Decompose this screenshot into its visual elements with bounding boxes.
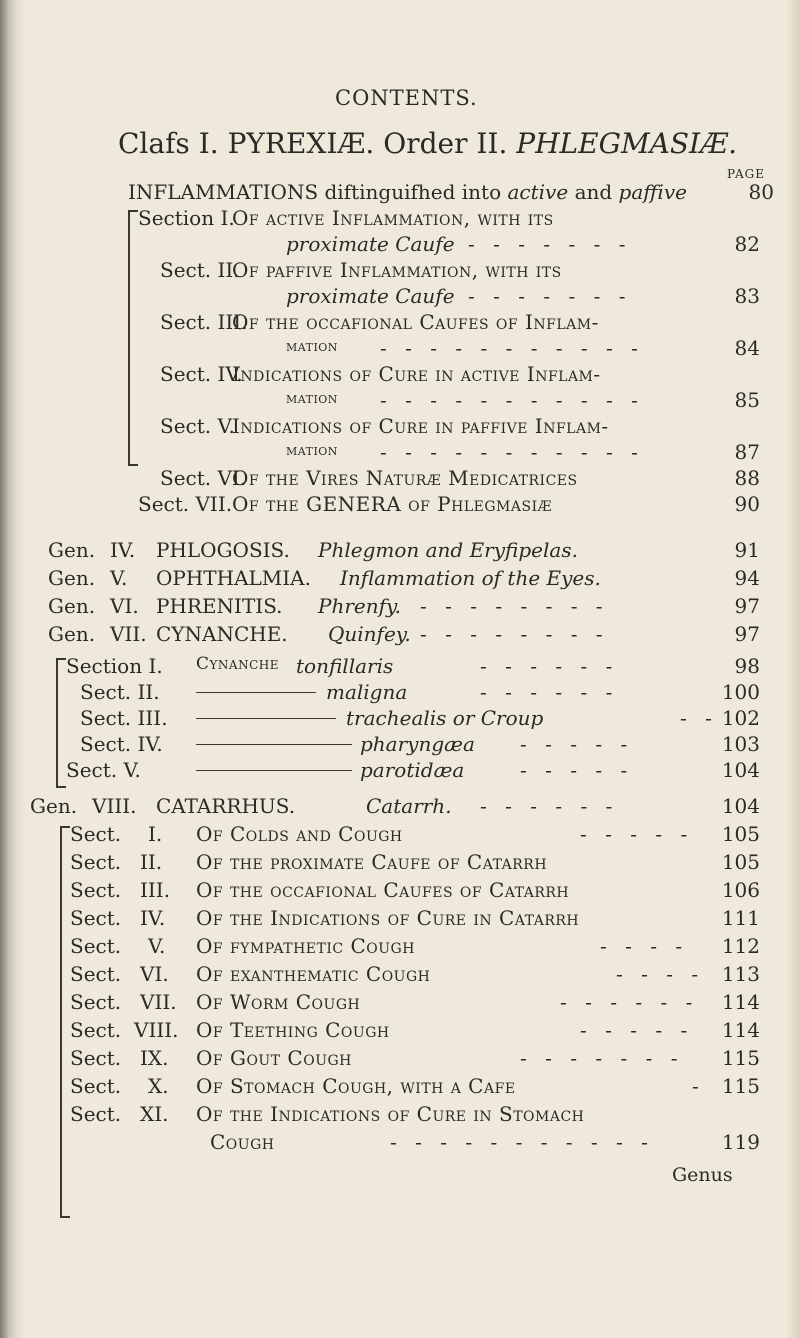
toc-entry xyxy=(0,258,800,282)
toc-entry xyxy=(0,878,800,902)
genus-name: CYNANCHE. xyxy=(156,622,288,646)
toc-entry xyxy=(0,680,800,704)
section-label: Sect. xyxy=(70,1046,122,1070)
toc-entry xyxy=(0,1102,800,1126)
toc-entry xyxy=(0,414,800,438)
section-title: Of the proximate Caufe of Catarrh xyxy=(196,850,548,874)
section-label: Sect. xyxy=(70,822,122,846)
genus-description: Phrenfy. xyxy=(318,594,402,618)
section-label: Sect. IV. xyxy=(160,362,243,386)
ditto-rule xyxy=(196,744,352,745)
toc-entry-cont xyxy=(0,388,800,412)
section-title-cont: proximate Caufe xyxy=(286,284,455,308)
ditto-rule xyxy=(196,770,352,771)
genus-name: PHRENITIS. xyxy=(156,594,283,618)
leader-dots: - - - - - - - - xyxy=(420,622,609,646)
genus-label: Gen. xyxy=(48,594,96,618)
toc-entry xyxy=(0,962,800,986)
genus-name: OPHTHALMIA. xyxy=(156,566,311,590)
leader-dots: - - - - - - - - - - - xyxy=(380,440,644,464)
genus-description: Phlegmon and Eryfipelas. xyxy=(318,538,578,562)
section-title: Of exanthematic Cough xyxy=(196,962,431,986)
genus-entry xyxy=(0,594,800,618)
genus-number: VII. xyxy=(110,622,147,646)
toc-entry xyxy=(0,310,800,334)
section-title-italic: trachealis or Croup xyxy=(346,706,544,730)
section-label: Sect. II. xyxy=(80,680,160,704)
order-name: PHLEGMASIÆ. xyxy=(516,127,737,160)
page-number: 98 xyxy=(734,654,760,678)
genus-entry xyxy=(0,538,800,562)
toc-entry-cont xyxy=(0,284,800,308)
page-number: 115 xyxy=(721,1046,760,1070)
genus-label: Gen. xyxy=(48,566,96,590)
leader-dots: - - - - - - xyxy=(560,990,699,1014)
page-number: 104 xyxy=(721,794,760,818)
toc-entry xyxy=(0,1046,800,1070)
leader-dots: - - - - - xyxy=(520,758,634,782)
section-title: Of paffive Inflammation, with its xyxy=(232,258,562,282)
section-label: Section I. xyxy=(138,206,235,230)
page-number: 87 xyxy=(734,440,760,464)
toc-entry xyxy=(0,654,800,678)
section-title: Of the Indications of Cure in Stomach xyxy=(196,1102,585,1126)
section-label: Sect. V. xyxy=(66,758,141,782)
page-number: 114 xyxy=(721,1018,760,1042)
section-number: V. xyxy=(148,934,166,958)
section-number: VI. xyxy=(140,962,169,986)
section-label: Sect. xyxy=(70,906,122,930)
running-title: CONTENTS. xyxy=(335,86,478,110)
page-number: 83 xyxy=(734,284,760,308)
section-title-cont: mation xyxy=(286,388,338,407)
section-label: Sect. xyxy=(70,1102,122,1126)
leader-dots: - - - - - - - - - - - xyxy=(380,336,644,360)
leader-dots: - - - - - - xyxy=(480,794,619,818)
section-number: VII. xyxy=(140,990,177,1014)
leader-dots: - - - - - xyxy=(520,732,634,756)
section-title-cont: mation xyxy=(286,336,338,355)
section-title-italic: maligna xyxy=(326,680,408,704)
section-label: Sect. II. xyxy=(160,258,240,282)
section-title: Of active Inflammation, with its xyxy=(232,206,554,230)
toc-entry xyxy=(0,990,800,1014)
intro-row xyxy=(0,180,800,204)
ditto-rule xyxy=(196,692,316,693)
leader-dots: - xyxy=(692,1074,699,1098)
section-title-cont: mation xyxy=(286,440,338,459)
section-label: Section I. xyxy=(66,654,163,678)
section-title: Of the occafional Caufes of Inflam- xyxy=(232,310,599,334)
toc-entry xyxy=(0,732,800,756)
genus-entry xyxy=(0,794,800,818)
genus-number: V. xyxy=(110,566,128,590)
section-title: Of Colds and Cough xyxy=(196,822,403,846)
page-number: 113 xyxy=(721,962,760,986)
leader-dots: - - - - - - xyxy=(480,680,619,704)
section-title: Of the Indications of Cure in Catarrh xyxy=(196,906,580,930)
page-number: 115 xyxy=(721,1074,760,1098)
page-number: 111 xyxy=(721,906,760,930)
section-label: Sect. xyxy=(70,934,122,958)
section-label: Sect. VII. xyxy=(138,492,233,516)
leader-dots: - - - - xyxy=(600,934,689,958)
genus-number: VI. xyxy=(110,594,139,618)
toc-entry xyxy=(0,906,800,930)
page-number: 112 xyxy=(721,934,760,958)
genus-entry xyxy=(0,622,800,646)
section-title-italic: parotidæa xyxy=(360,758,465,782)
section-title: Indications of Cure in paffive Inflam- xyxy=(232,414,609,438)
toc-entry-cont xyxy=(0,1130,800,1154)
page-number: 100 xyxy=(721,680,760,704)
toc-entry xyxy=(0,492,800,516)
section-title: Of fympathetic Cough xyxy=(196,934,415,958)
section-title-italic: tonfillaris xyxy=(296,654,394,678)
section-label: Sect. xyxy=(70,1018,122,1042)
section-label: Sect. III. xyxy=(80,706,168,730)
toc-entry xyxy=(0,758,800,782)
section-label: Sect. xyxy=(70,878,122,902)
section-label: Sect. xyxy=(70,962,122,986)
page-number: 88 xyxy=(734,466,760,490)
section-label: Sect. IV. xyxy=(80,732,163,756)
intro-and: and xyxy=(574,180,613,204)
leader-dots: - - xyxy=(680,706,718,730)
section-title: Of the GENERA of Phlegmasiæ xyxy=(232,492,553,516)
page-number: 106 xyxy=(721,878,760,902)
genus-name: PHLOGOSIS. xyxy=(156,538,290,562)
leader-dots: - - - - - - - - - - - xyxy=(390,1130,654,1154)
leader-dots: - - - - - - - - xyxy=(420,594,609,618)
section-number: IX. xyxy=(140,1046,169,1070)
intro-text xyxy=(128,180,687,204)
genus-description: Quinfey. xyxy=(328,622,411,646)
section-number: III. xyxy=(140,878,171,902)
leader-dots: - - - - - - - xyxy=(520,1046,684,1070)
genus-label: Gen. xyxy=(30,794,78,818)
section-number: XI. xyxy=(140,1102,169,1126)
section-label: Sect. xyxy=(70,1074,122,1098)
page-number: 103 xyxy=(721,732,760,756)
genus-label: Gen. xyxy=(48,538,96,562)
section-number: II. xyxy=(140,850,163,874)
ditto-rule xyxy=(196,718,336,719)
section-title: Of Stomach Cough, with a Cafe xyxy=(196,1074,516,1098)
intro-italic-active: active xyxy=(507,180,569,204)
genus-description: Inflammation of the Eyes. xyxy=(340,566,601,590)
page-number: 90 xyxy=(734,492,760,516)
section-number: X. xyxy=(148,1074,169,1098)
section-title-italic: pharyngæa xyxy=(360,732,475,756)
page-number: 114 xyxy=(721,990,760,1014)
page-number: 85 xyxy=(734,388,760,412)
section-title: Of the Vires Naturæ Medicatrices xyxy=(232,466,578,490)
page-number: 82 xyxy=(734,232,760,256)
page-number: 91 xyxy=(734,538,760,562)
page-number: 104 xyxy=(721,758,760,782)
page-number: 97 xyxy=(734,622,760,646)
genus-entry xyxy=(0,566,800,590)
page-number: 94 xyxy=(734,566,760,590)
intro-italic-passive: paffive xyxy=(618,180,687,204)
genus-description: Catarrh. xyxy=(366,794,452,818)
toc-entry xyxy=(0,934,800,958)
toc-entry-cont xyxy=(0,232,800,256)
page-number: 119 xyxy=(721,1130,760,1154)
section-title: Of the occafional Caufes of Catarrh xyxy=(196,878,570,902)
section-label: Sect. VI. xyxy=(160,466,247,490)
section-title-cont: Cough xyxy=(210,1130,275,1154)
section-title: Indications of Cure in active Inflam- xyxy=(232,362,601,386)
leader-dots: - - - - - - - xyxy=(468,284,632,308)
genus-name: CATARRHUS. xyxy=(156,794,296,818)
section-title: Of Teething Cough xyxy=(196,1018,390,1042)
toc-entry xyxy=(0,850,800,874)
genus-number: VIII. xyxy=(92,794,137,818)
section-label: Sect. xyxy=(70,990,122,1014)
section-number: VIII. xyxy=(134,1018,179,1042)
section-number: I. xyxy=(148,822,163,846)
leader-dots: - - - - - xyxy=(580,822,694,846)
leader-dots: - - - - - - - - - - - xyxy=(380,388,644,412)
page-number: 80 xyxy=(748,180,774,204)
catchword: Genus xyxy=(672,1164,733,1186)
intro-lead: INFLAMMATIONS diftinguifhed into xyxy=(128,180,502,204)
section-number: IV. xyxy=(140,906,166,930)
section-title: Cynanche xyxy=(196,654,280,674)
toc-entry xyxy=(0,706,800,730)
section-label: Sect. III. xyxy=(160,310,248,334)
section-title: Of Gout Cough xyxy=(196,1046,352,1070)
toc-entry xyxy=(0,1074,800,1098)
class-line: Clafs I. PYREXIÆ. Order II. xyxy=(118,127,508,160)
page-number: 97 xyxy=(734,594,760,618)
leader-dots: - - - - - - xyxy=(480,654,619,678)
section-title: Of Worm Cough xyxy=(196,990,361,1014)
page-number: 105 xyxy=(721,822,760,846)
page-number: 84 xyxy=(734,336,760,360)
genus-number: IV. xyxy=(110,538,136,562)
class-order-line xyxy=(118,127,737,160)
section-label: Sect. V. xyxy=(160,414,235,438)
section-title-cont: proximate Caufe xyxy=(286,232,455,256)
leader-dots: - - - - - xyxy=(580,1018,694,1042)
toc-entry-cont xyxy=(0,440,800,464)
leader-dots: - - - - xyxy=(616,962,705,986)
toc-entry-cont xyxy=(0,336,800,360)
toc-entry xyxy=(0,1018,800,1042)
page-number: 102 xyxy=(721,706,760,730)
page-number: 105 xyxy=(721,850,760,874)
section-label: Sect. xyxy=(70,850,122,874)
leader-dots: - - - - - - - xyxy=(468,232,632,256)
toc-entry xyxy=(0,466,800,490)
toc-entry xyxy=(0,362,800,386)
toc-entry xyxy=(0,822,800,846)
page-column-label: PAGE xyxy=(727,167,765,181)
toc-entry xyxy=(0,206,800,230)
genus-label: Gen. xyxy=(48,622,96,646)
